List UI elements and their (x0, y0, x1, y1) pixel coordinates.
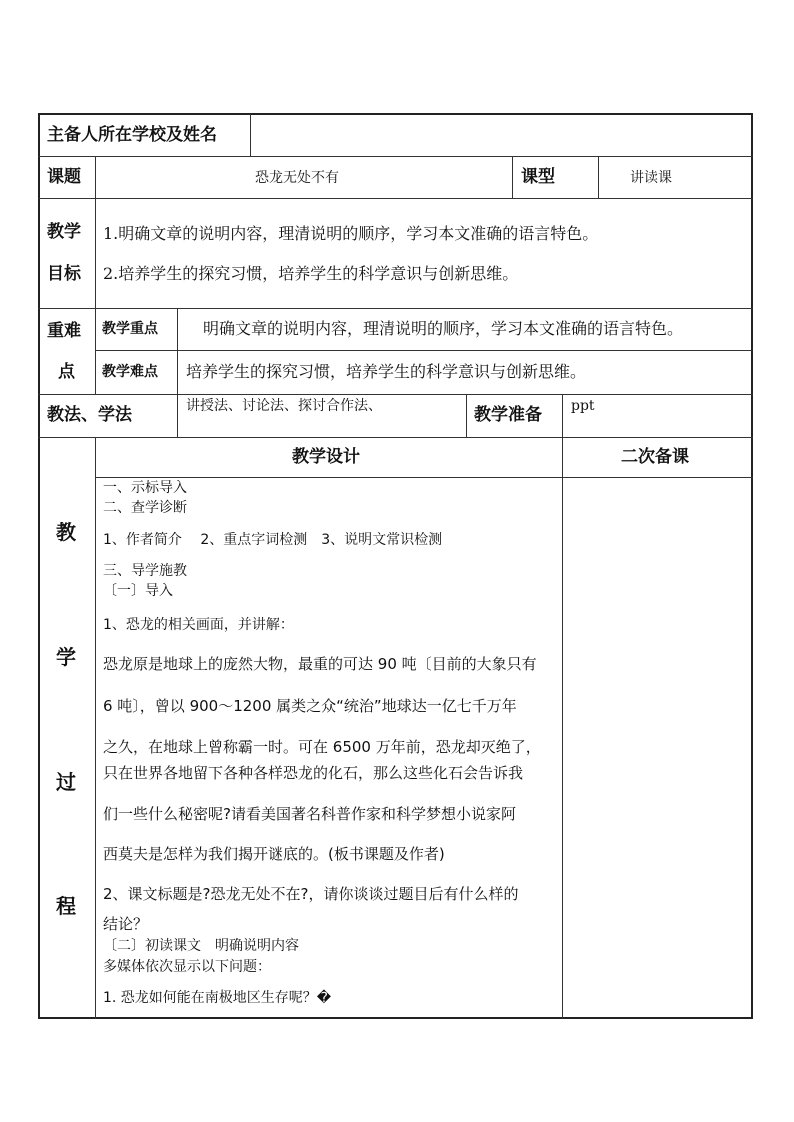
process-line: 多媒体依次显示以下问题： (103, 959, 271, 975)
objectives-label-1: 教学 (47, 222, 81, 242)
col-divider (512, 156, 513, 198)
course-type-label: 课型 (521, 167, 555, 187)
process-line: 〔一〕导入 (103, 583, 173, 599)
row-divider (38, 394, 753, 395)
preparer-label: 主备人所在学校及姓名 (47, 125, 217, 145)
row-divider (38, 308, 753, 309)
row-divider (38, 156, 753, 157)
process-label-char: 学 (56, 645, 76, 669)
course-title-value: 恐龙无处不有 (255, 170, 339, 186)
process-line: 之久，在地球上曾称霸一时。可在 6500 万年前，恐龙却灭绝了， (103, 738, 541, 756)
course-type-value: 讲读课 (630, 170, 672, 186)
prep-label: 教学准备 (474, 405, 542, 425)
process-line: 1、作者简介 2、重点字词检测 3、说明文常识检测 (103, 532, 443, 548)
process-line: 们一些什么秘密呢?请看美国著名科普作家和科学梦想小说家阿 (103, 805, 516, 823)
col-divider (177, 308, 178, 394)
col-divider (562, 394, 563, 437)
process-line: 〔二〕初读课文 明确说明内容 (103, 938, 299, 954)
col-divider (95, 437, 96, 1019)
objectives-label-2: 目标 (47, 264, 81, 284)
process-label-char: 教 (56, 520, 76, 544)
process-line: 2、课文标题是?恐龙无处不在?，请你谈谈过题目后有什么样的 (103, 885, 519, 903)
process-line: 结论？ (103, 915, 149, 933)
process-line: 只在世界各地留下各种各样恐龙的化石，那么这些化石会告诉我 (103, 764, 524, 782)
col-divider (95, 308, 96, 394)
process-line: 1、恐龙的相关画面，并讲解： (103, 617, 294, 633)
methods-value: 讲授法、讨论法、探讨合作法、 (186, 398, 382, 414)
objective-item: 1.明确文章的说明内容，理清说明的顺序，学习本文准确的语言特色。 (103, 224, 599, 243)
col-divider (250, 113, 251, 156)
course-title-label: 课题 (47, 167, 81, 187)
col-divider (598, 156, 599, 198)
process-line: 1. 恐龙如何能在南极地区生存呢？� (103, 990, 332, 1006)
process-line: 6 吨〕，曾以 900～1200 属类之众“统治”地球达一亿七千万年 (103, 697, 517, 715)
row-divider (95, 477, 753, 478)
methods-label: 教法、学法 (47, 405, 132, 425)
objective-item: 2.培养学生的探究习惯，培养学生的科学意识与创新思维。 (103, 264, 519, 283)
col-divider (95, 156, 96, 198)
col-divider (466, 394, 467, 437)
design-column-header: 教学设计 (292, 447, 360, 467)
keypoints-label-2: 点 (58, 362, 75, 382)
col-divider (562, 437, 563, 1019)
col-divider (95, 198, 96, 308)
process-label-char: 程 (56, 894, 76, 918)
difficulty-value: 培养学生的探究习惯，培养学生的科学意识与创新思维。 (186, 362, 587, 381)
row-divider (38, 198, 753, 199)
process-line: 一、示标导入 (103, 480, 187, 496)
row-divider (95, 350, 753, 351)
focus-value: 明确文章的说明内容，理清说明的顺序，学习本文准确的语言特色。 (203, 319, 684, 338)
process-label-char: 过 (56, 770, 76, 794)
process-line: 恐龙原是地球上的庞然大物，最重的可达 90 吨〔目前的大象只有 (103, 655, 537, 673)
process-line: 三、导学施教 (103, 563, 187, 579)
prep-value: ppt (571, 398, 595, 414)
process-line: 西莫夫是怎样为我们揭开谜底的。(板书课题及作者) (103, 845, 445, 863)
keypoints-label-1: 重难 (47, 321, 81, 341)
difficulty-label: 教学难点 (102, 364, 158, 380)
secondary-column-header: 二次备课 (621, 447, 689, 467)
focus-label: 教学重点 (102, 321, 158, 337)
row-divider (38, 437, 753, 438)
process-line: 二、查学诊断 (103, 500, 187, 516)
col-divider (177, 394, 178, 437)
